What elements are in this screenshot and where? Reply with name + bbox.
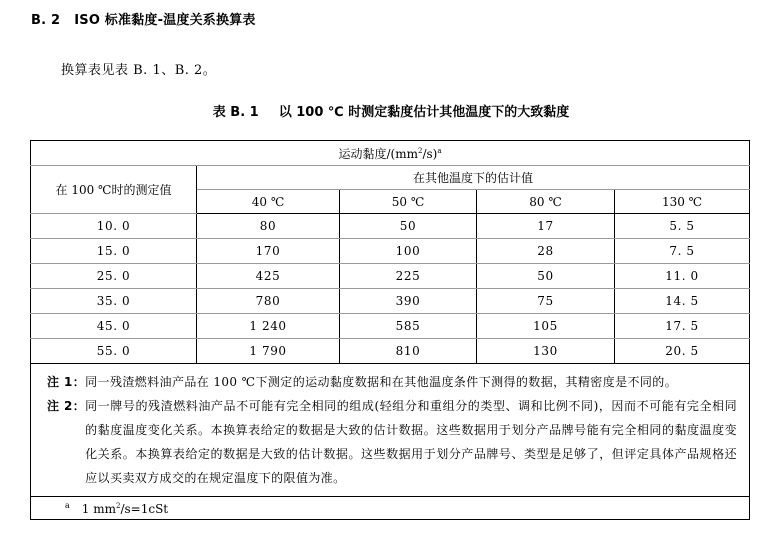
table-caption (0, 101, 782, 120)
table-footnote: $^a$ 1 $mm^2/s=1cSt$ (31, 497, 750, 520)
section-heading (31, 9, 256, 28)
table-cell: 130 (477, 339, 615, 364)
viscosity-table (30, 140, 750, 520)
table-cell: 50 (477, 264, 615, 289)
table-cell: 5. 5 (615, 214, 750, 239)
table-row (31, 339, 750, 364)
table-cell: 425 (197, 264, 340, 289)
table-row (31, 239, 750, 264)
section-title: ISO 标准黏度-温度关系换算表 (74, 13, 256, 28)
header-estimated-group: 在其他温度下的估计值 (197, 166, 750, 190)
table-cell: 28 (477, 239, 615, 264)
table-cell: 15. 0 (31, 239, 197, 264)
column-header: 50 ℃ (340, 190, 477, 214)
table-cell: 390 (340, 289, 477, 314)
table-row (31, 214, 750, 239)
table-cell: 225 (340, 264, 477, 289)
intro-paragraph: 换算表见表 B. 1、B. 2。 (61, 63, 217, 78)
table-cell: 80 (197, 214, 340, 239)
table-cell: 170 (197, 239, 340, 264)
table-cell: 1 240 (197, 314, 340, 339)
table-notes (31, 364, 750, 497)
table-cell: 55. 0 (31, 339, 197, 364)
table-cell: 20. 5 (615, 339, 750, 364)
table-cell: 105 (477, 314, 615, 339)
table-cell: 17 (477, 214, 615, 239)
table-cell: 35. 0 (31, 289, 197, 314)
table-cell: 100 (340, 239, 477, 264)
column-header: 40 ℃ (197, 190, 340, 214)
column-header: 80 ℃ (477, 190, 615, 214)
table-cell: 585 (340, 314, 477, 339)
table-cell: 75 (477, 289, 615, 314)
table-cell: 1 790 (197, 339, 340, 364)
header-kinematic-viscosity: 运动黏度$/(mm^2/s)^a$ (31, 141, 750, 166)
table-caption-title: 以 100 ℃ 时测定黏度估计其他温度下的大致黏度 (278, 105, 570, 120)
table-cell: 780 (197, 289, 340, 314)
table-caption-number: 表 B. 1 (212, 105, 259, 120)
table-cell: 45. 0 (31, 314, 197, 339)
table-cell: 11. 0 (615, 264, 750, 289)
column-header: 130 ℃ (615, 190, 750, 214)
table-cell: 17. 5 (615, 314, 750, 339)
section-number: B. 2 (31, 13, 61, 28)
table-cell: 50 (340, 214, 477, 239)
table-row (31, 264, 750, 289)
table-row (31, 314, 750, 339)
note-1: 注 1： 同一残渣燃料油产品在 100 ℃下测定的运动黏度数据和在其他温度条件下测得的数据，其精密度是不同的。 (47, 375, 678, 389)
note-2: 注 2： 同一牌号的残渣燃料油产品不可能有完全相同的组成(轻组分和重组分的类型、调和比例不同)，因而不可能有完全相同的黏度温度变化关系。本换算表给定的数据是大致的估计数据。这些数据用于划分产品牌号能有完全相同的黏度温度变化关系。本换算表给定的数据是大致的估计数据。这些数据用于划分产品牌号、类型是足够了，但评定具体产品规格还应以买卖双方成交的在规定温度下的限值为准。 (47, 399, 738, 485)
table-cell: 10. 0 (31, 214, 197, 239)
table-cell: 7. 5 (615, 239, 750, 264)
table-cell: 810 (340, 339, 477, 364)
table-cell: 14. 5 (615, 289, 750, 314)
table-row (31, 289, 750, 314)
table-cell: 25. 0 (31, 264, 197, 289)
header-row-label: 在 100 ℃时的测定值 (31, 166, 197, 214)
